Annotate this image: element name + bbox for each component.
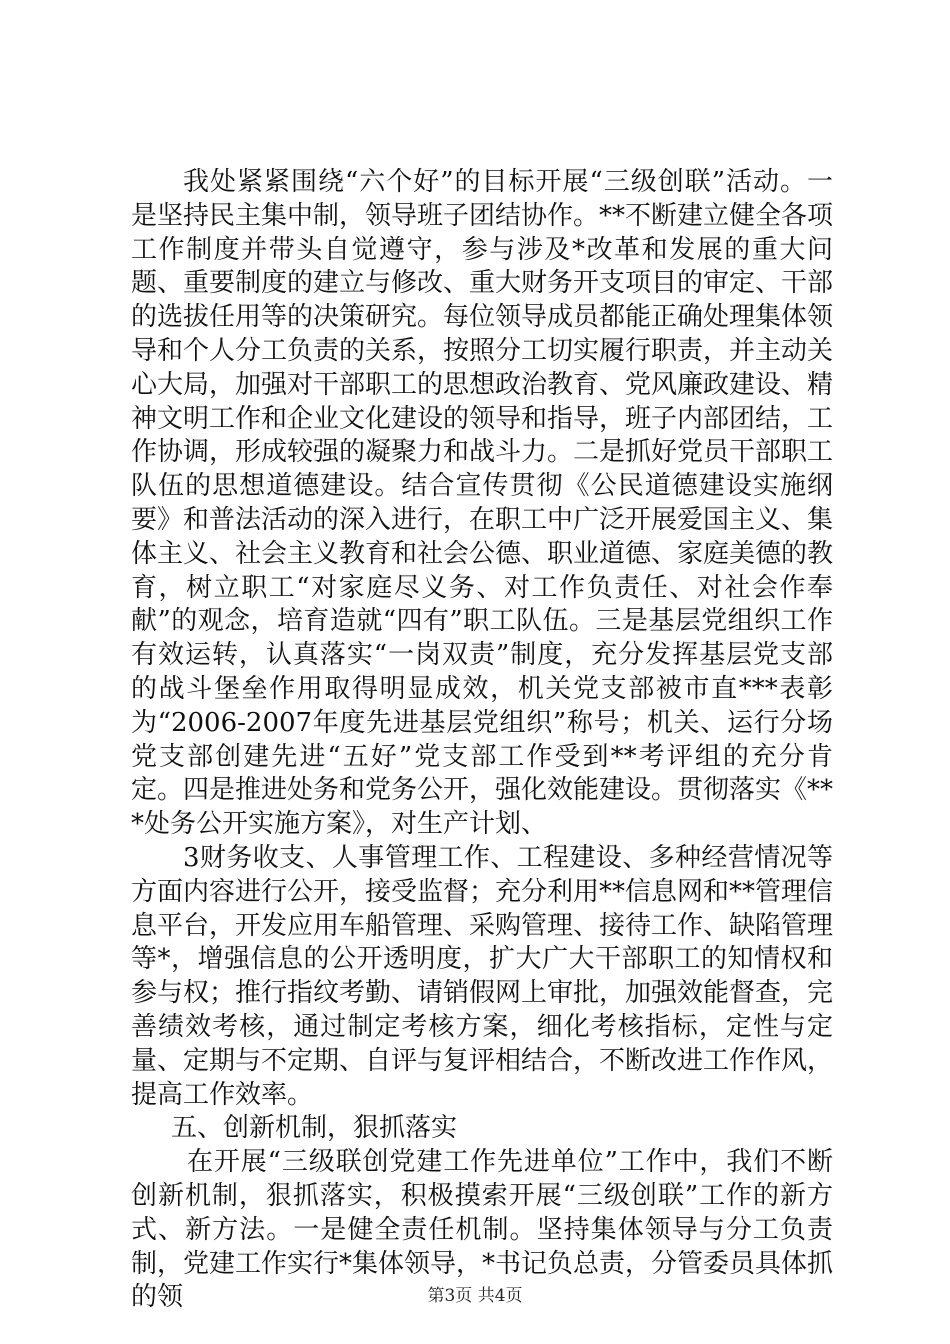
paragraph-2: 3财务收支、人事管理工作、工程建设、多种经营情况等方面内容进行公开，接受监督；充分利用**信息网和**管理信息平台，开发应用车船管理、采购管理、接待工作、缺陷管理等*，增强信息的公开透明度，扩大广大干部职工的知情权和参与权；推行指纹考勤、请销假网上审批，加强效能督查，完善绩效考核，通过制定考核方案，细化考核指标，定性与定量、定期与不定期、自评与复评相结合，不断改进工作作风，提高工作效率。 (131, 842, 834, 1110)
page-footer: 第3页 共4页 (427, 1286, 523, 1306)
document-body (131, 166, 833, 1315)
section-heading: 五、创新机制，狠抓落实 (171, 1113, 458, 1144)
paragraph-3: 在开展“三级联创党建工作先进单位”工作中，我们不断创新机制，狠抓落实，积极摸索开展“三级创联”工作的新方式、新方法。一是健全责任机制。坚持集体领导与分工负责制，党建工作实行*集体领导，*书记负总责，分管委员具体抓的领 (131, 1147, 834, 1313)
paragraph-1: 我处紧紧围绕“六个好”的目标开展“三级创联”活动。一是坚持民主集中制，领导班子团结协作。**不断建立健全各项工作制度并带头自觉遵守，参与涉及*改革和发展的重大问题、重要制度的建立与修改、重大财务开支项目的审定、干部的选拔任用等的决策研究。每位领导成员都能正确处理集体领导和个人分工负责的关系，按照分工切实履行职责，并主动关心大局，加强对干部职工的思想政治教育、党风廉政建设、精神文明工作和企业文化建设的领导和指导，班子内部团结，工作协调，形成较强的凝聚力和战斗力。二是抓好党员干部职工队伍的思想道德建设。结合宣传贯彻《公民道德建设实施纲要》和普法活动的深入进行，在职工中广泛开展爱国主义、集体主义、社会主义教育和社会公德、职业道德、家庭美德的教育，树立职工“对家庭尽义务、对工作负责任、对社会作奉献”的观念，培育造就“四有”职工队伍。三是基层党组织工作有效运转，认真落实“一岗双责”制度，充分发挥基层党支部的战斗堡垒作用取得明显成效，机关党支部被市直***表彰为“2006-2007年度先进基层党组织”称号；机关、运行分场党支部创建先进“五好”党支部工作受到**考评组的充分肯定。四是推进处务和党务公开，强化效能建设。贯彻落实《***处务公开实施方案》，对生产计划、 (131, 167, 834, 840)
